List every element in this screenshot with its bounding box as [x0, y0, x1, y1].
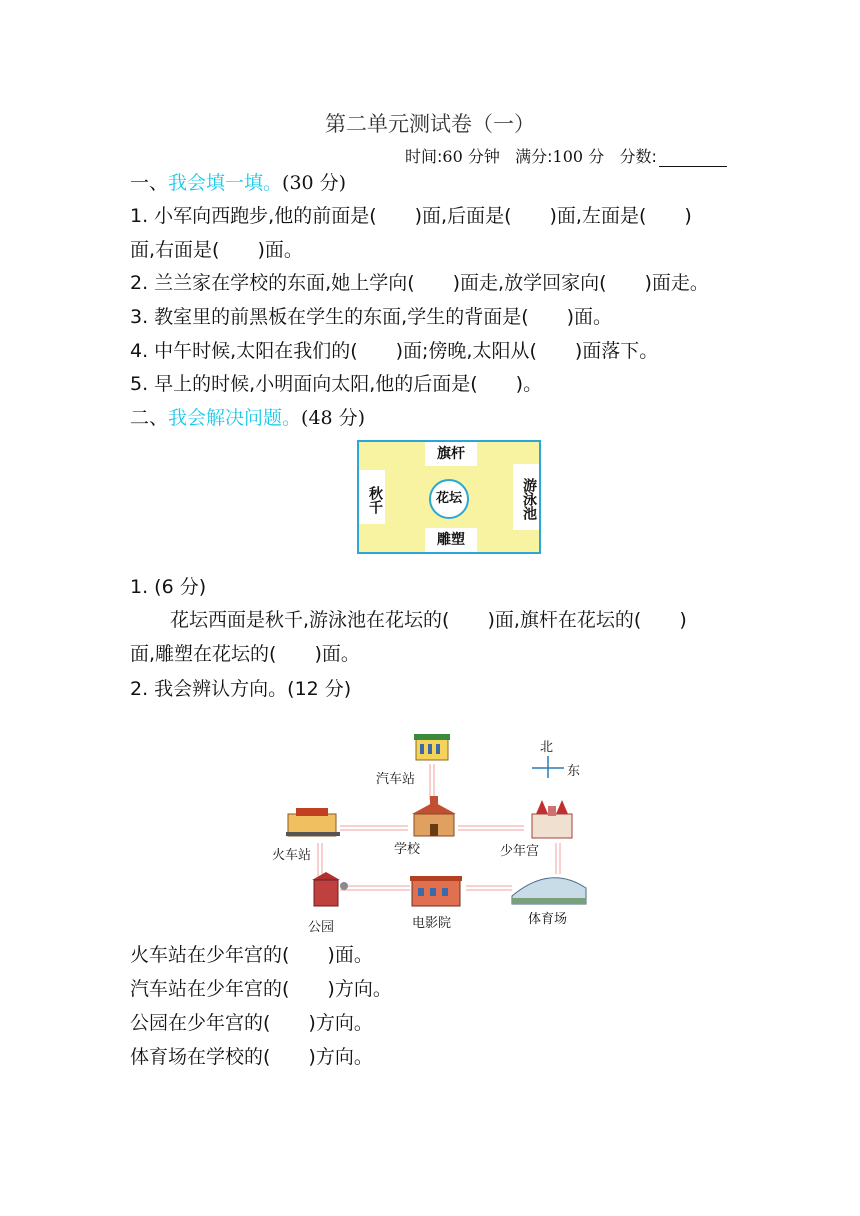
- section2-title: 我会解决问题。: [168, 407, 302, 429]
- question-1-2: 2. 兰兰家在学校的东面,她上学向( )面走,放学回家向( )面走。: [130, 272, 709, 294]
- question-2-1-line1: 花坛西面是秋千,游泳池在花坛的( )面,旗杆在花坛的( ): [170, 609, 687, 631]
- stadium-icon: [512, 878, 586, 904]
- question-2-2-d: 体育场在学校的( )方向。: [130, 1046, 373, 1068]
- youth-palace-icon: [532, 800, 572, 838]
- cinema-label: 电影院: [412, 916, 452, 931]
- compass-east-label: 东: [567, 764, 581, 779]
- cinema-icon: [410, 876, 462, 906]
- section1-title: 我会填一填。: [168, 172, 283, 194]
- page-title: 第二单元测试卷（一）: [325, 112, 535, 136]
- question-1-3: 3. 教室里的前黑板在学生的东面,学生的背面是( )面。: [130, 306, 613, 328]
- sculpture-label: 雕塑: [425, 528, 477, 552]
- park-label: 公园: [308, 920, 335, 935]
- town-map-drawing: [260, 728, 600, 938]
- section1-number: 一、: [130, 172, 169, 194]
- question-2-1-header: 1. (6 分): [130, 576, 207, 598]
- train-station-icon: [286, 808, 340, 836]
- question-2-2-b: 汽车站在少年宫的( )方向。: [130, 978, 392, 1000]
- full-label: 满分:: [515, 147, 553, 166]
- school-icon: [412, 796, 456, 836]
- time-unit: 分钟: [467, 147, 500, 166]
- section1-heading: [130, 168, 346, 198]
- pool-text: 游泳池: [521, 478, 537, 520]
- score-blank[interactable]: [659, 150, 727, 167]
- question-1-4: 4. 中午时候,太阳在我们的( )面;傍晚,太阳从( )面落下。: [130, 340, 659, 362]
- question-1-1-cont: 面,右面是( )面。: [130, 239, 303, 261]
- school-label: 学校: [394, 842, 421, 857]
- swing-text: 秋千: [367, 486, 383, 514]
- train-station-label: 火车站: [272, 848, 312, 863]
- question-2-2-a: 火车站在少年宫的( )面。: [130, 944, 373, 966]
- playground-map: [357, 440, 541, 554]
- stadium-label: 体育场: [528, 912, 568, 927]
- question-2-2-header: 2. 我会辨认方向。(12 分): [130, 678, 352, 700]
- exam-meta: [405, 144, 727, 167]
- park-icon: [312, 872, 348, 906]
- question-1-5: 5. 早上的时候,小明面向太阳,他的后面是( )。: [130, 373, 543, 395]
- compass-north-label: 北: [540, 740, 554, 755]
- town-map: [260, 728, 600, 938]
- section2-number: 二、: [130, 407, 169, 429]
- full-unit: 分: [588, 147, 605, 166]
- time-label: 时间:: [405, 147, 443, 166]
- question-2-1-line2: 面,雕塑在花坛的( )面。: [130, 643, 360, 665]
- question-2-2-c: 公园在少年宫的( )方向。: [130, 1012, 373, 1034]
- bus-station-icon: [414, 734, 450, 760]
- section2-heading: [130, 403, 365, 433]
- flagpole-label: 旗杆: [425, 442, 477, 466]
- youth-palace-label: 少年宫: [500, 844, 540, 859]
- section1-score: (30 分): [282, 172, 347, 194]
- full-value: 100: [552, 147, 584, 166]
- time-value: 60: [442, 147, 463, 166]
- question-1-1: 1. 小军向西跑步,他的前面是( )面,后面是( )面,左面是( ): [130, 205, 692, 227]
- section2-score: (48 分): [301, 407, 366, 429]
- compass-icon: [532, 756, 564, 778]
- bus-station-label: 汽车站: [376, 772, 416, 787]
- score-label: 分数:: [619, 147, 657, 166]
- flowerbed-label: 花坛: [429, 479, 469, 519]
- swing-label: [359, 470, 385, 524]
- pool-label: [513, 464, 539, 530]
